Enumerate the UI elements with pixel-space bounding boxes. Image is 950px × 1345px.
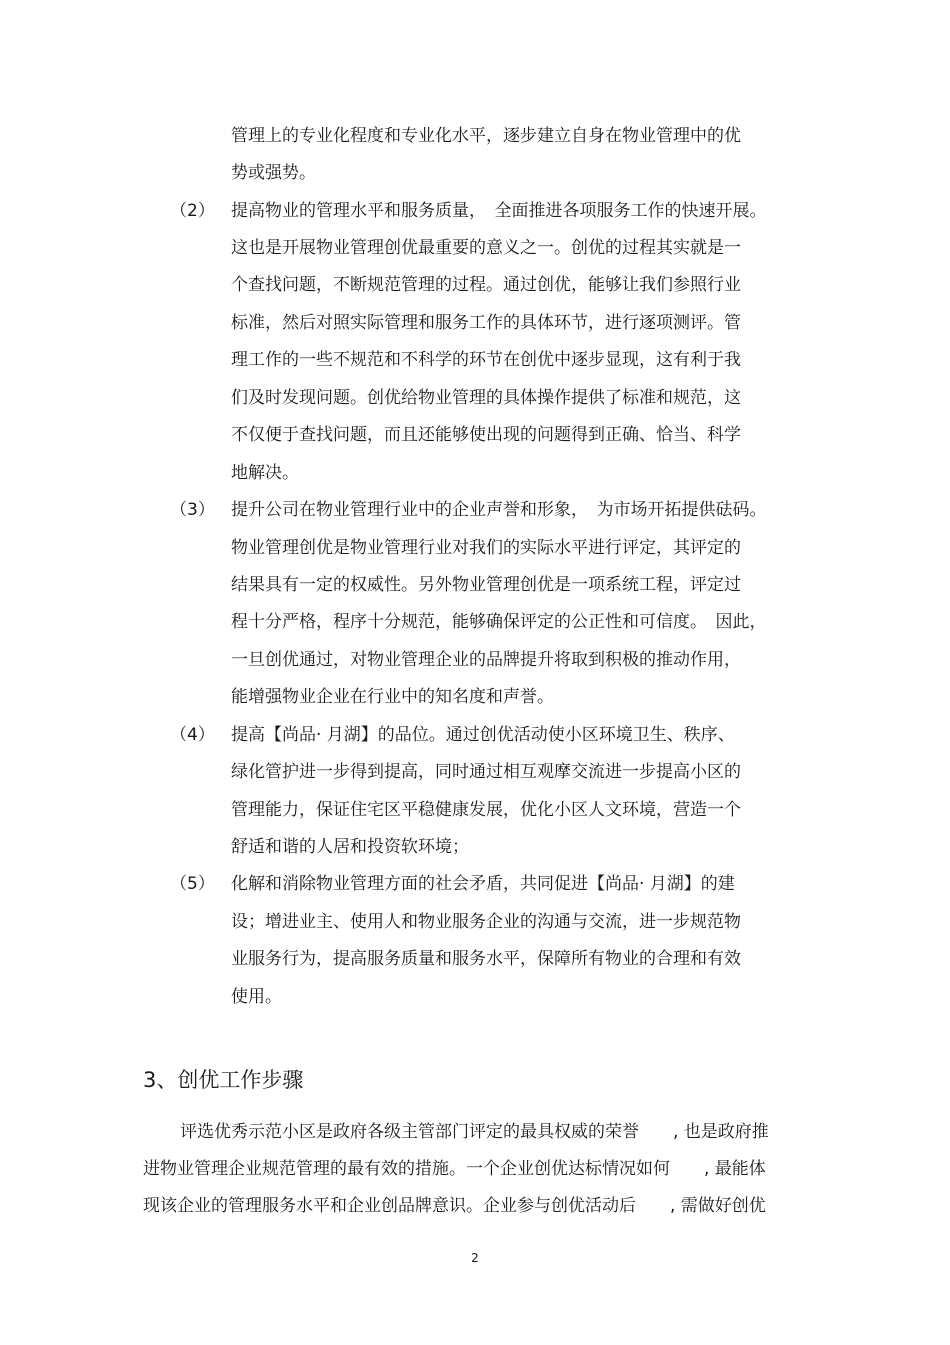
item-number: （4） bbox=[170, 725, 215, 745]
item-line: 业服务行为，提高服务质量和服务水平，保障所有物业的合理和有效 bbox=[231, 949, 741, 969]
item-number: （3） bbox=[170, 500, 215, 520]
item-line: 舒适和谐的人居和投资软环境； bbox=[231, 837, 469, 857]
item-line: 设；增进业主、使用人和物业服务企业的沟通与交流，进一步规范物 bbox=[231, 912, 741, 932]
item-number: （5） bbox=[170, 874, 215, 894]
item-line: 提升公司在物业管理行业中的企业声誉和形象， 为市场开拓提供砝码。 bbox=[231, 500, 767, 520]
item-line: 理工作的一些不规范和不科学的环节在创优中逐步显现，这有利于我 bbox=[231, 350, 741, 370]
item-number: （2） bbox=[170, 201, 215, 221]
item-line: 提高物业的管理水平和服务质量， 全面推进各项服务工作的快速开展。 bbox=[231, 201, 767, 221]
item-line: 物业管理创优是物业管理行业对我们的实际水平进行评定，其评定的 bbox=[231, 538, 741, 558]
item-line: 这也是开展物业管理创优最重要的意义之一。创优的过程其实就是一 bbox=[231, 238, 741, 258]
section-body-line: 评选优秀示范小区是政府各级主管部门评定的最具权威的荣誉 , 也是政府推 bbox=[180, 1122, 769, 1142]
item-line: 们及时发现问题。创优给物业管理的具体操作提供了标准和规范，这 bbox=[231, 388, 741, 408]
item-line: 个查找问题，不断规范管理的过程。通过创优，能够让我们参照行业 bbox=[231, 275, 741, 295]
item-line: 管理能力，保证住宅区平稳健康发展，优化小区人文环境，营造一个 bbox=[231, 800, 741, 820]
item-line: 化解和消除物业管理方面的社会矛盾，共同促进【尚品· 月湖】的建 bbox=[231, 874, 735, 894]
item-line: 地解决。 bbox=[231, 463, 299, 483]
item-line: 一旦创优通过，对物业管理企业的品牌提升将取到积极的推动作用， bbox=[231, 650, 741, 670]
item-line: 提高【尚品· 月湖】的品位。通过创优活动使小区环境卫生、秩序、 bbox=[231, 725, 735, 745]
section-heading: 3、创优工作步骤 bbox=[143, 1068, 304, 1092]
section-body-line: 现该企业的管理服务水平和企业创品牌意识。企业参与创优活动后 , 需做好创优 bbox=[143, 1196, 766, 1216]
item-line: 标准，然后对照实际管理和服务工作的具体环节，进行逐项测评。管 bbox=[231, 313, 741, 333]
page-number: 2 bbox=[471, 1251, 479, 1265]
item-line: 使用。 bbox=[231, 987, 282, 1007]
section-body-line: 进物业管理企业规范管理的最有效的措施。一个企业创优达标情况如何 , 最能体 bbox=[143, 1159, 766, 1179]
item-line: 绿化管护进一步得到提高，同时通过相互观摩交流进一步提高小区的 bbox=[231, 762, 741, 782]
item-line: 结果具有一定的权威性。另外物业管理创优是一项系统工程，评定过 bbox=[231, 575, 741, 595]
item-line: 程十分严格，程序十分规范，能够确保评定的公正性和可信度。 因此， bbox=[231, 612, 767, 632]
intro-line: 势或强势。 bbox=[231, 163, 316, 183]
item-line: 能增强物业企业在行业中的知名度和声誉。 bbox=[231, 687, 554, 707]
intro-line: 管理上的专业化程度和专业化水平，逐步建立自身在物业管理中的优 bbox=[231, 126, 741, 146]
item-line: 不仅便于查找问题，而且还能够使出现的问题得到正确、恰当、科学 bbox=[231, 425, 741, 445]
